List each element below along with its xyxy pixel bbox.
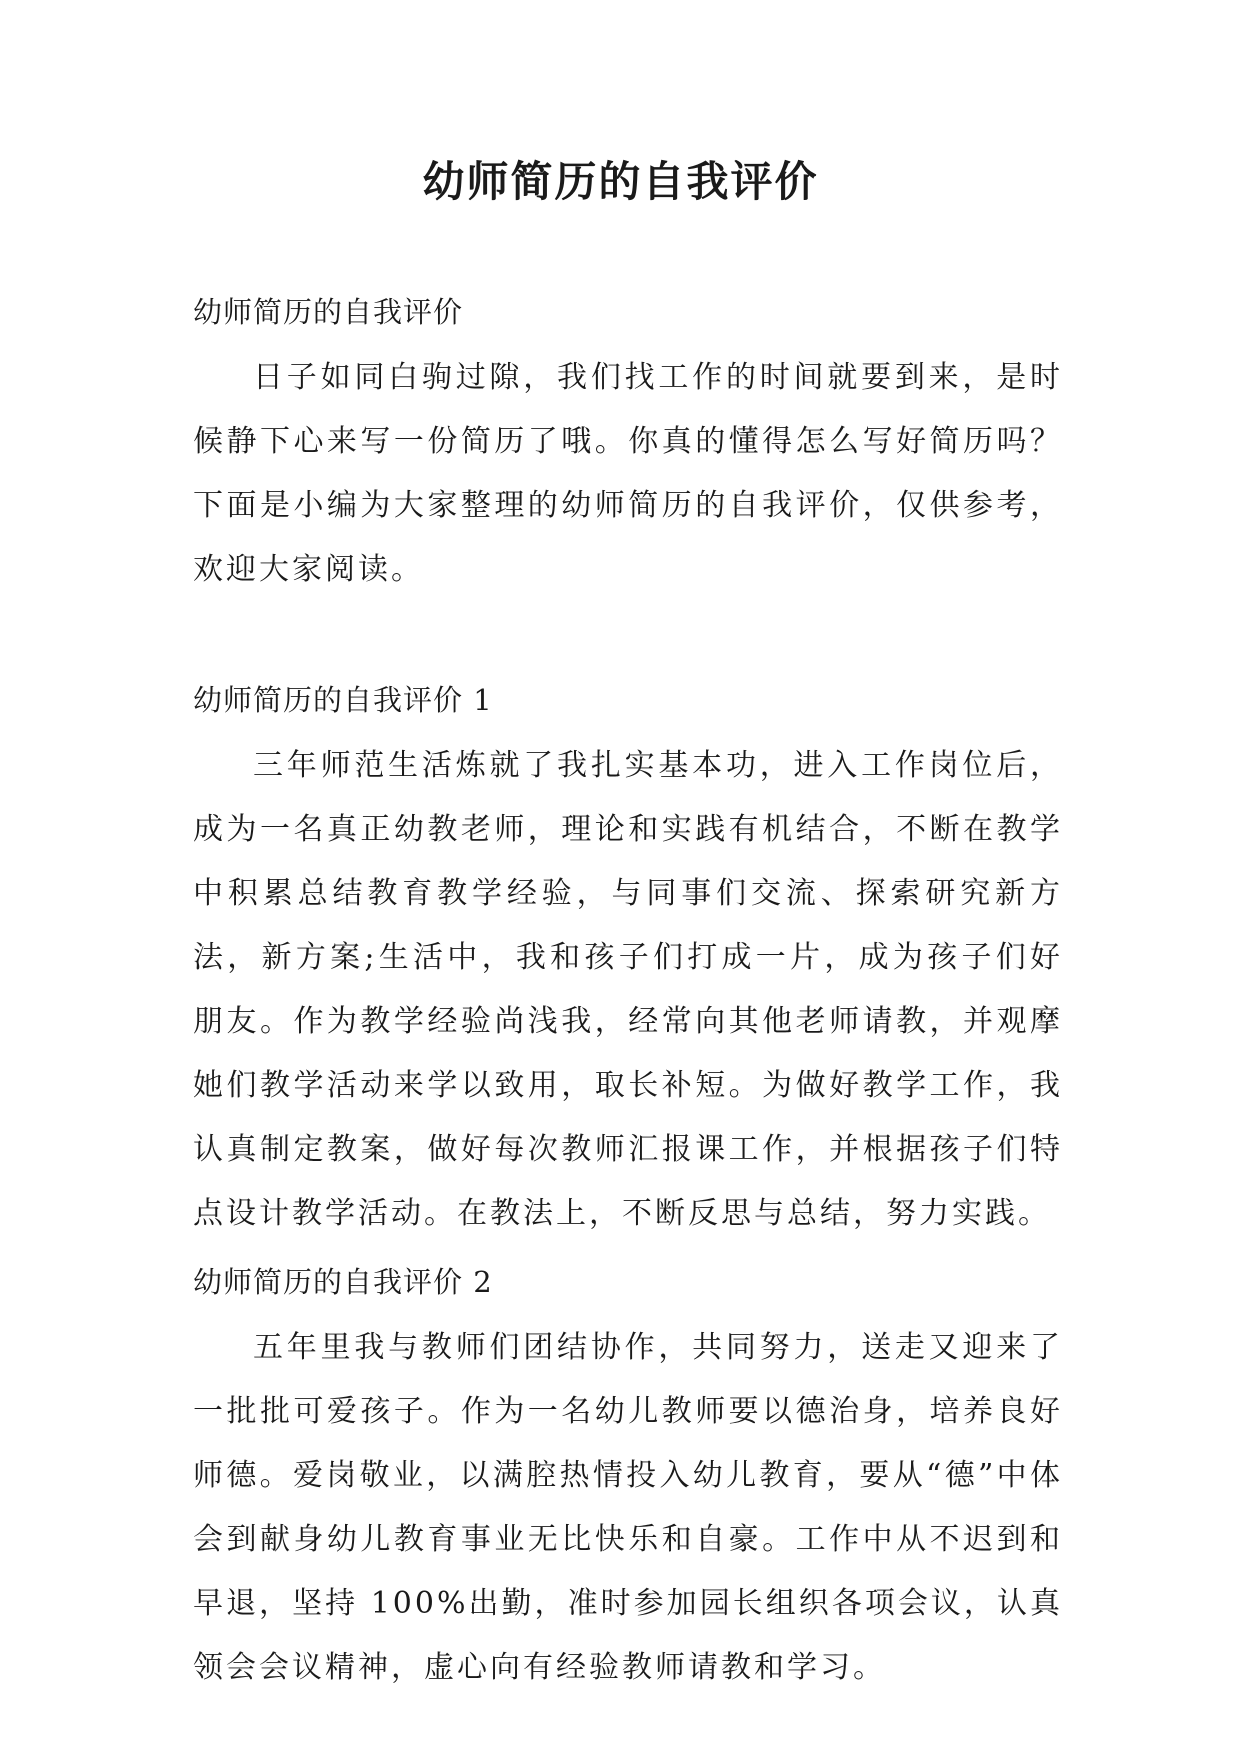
spacer (193, 1308, 1063, 1316)
intro-heading: 幼师简历的自我评价 (193, 295, 464, 329)
document-title: 幼师简历的自我评价 (422, 157, 819, 206)
spacer (193, 1246, 1063, 1256)
section-1-paragraph: 三年师范生活炼就了我扎实基本功，进入工作岗位后，成为一名真正幼教老师，理论和实践有机结合，不断在教学中积累总结教育教学经验，与同事们交流、探索研究新方法，新方案;生活中，我和孩子们打成一片，成为孩子们好朋友。作为教学经验尚浅我，经常向其他老师请教，并观摩她们教学活动来学以致用，取长补短。为做好教学工作，我认真制定教案，做好每次教师汇报课工作，并根据孩子们特点设计教学活动。在教法上，不断反思与总结，努力实践。 (193, 748, 1063, 1231)
spacer (193, 338, 1063, 346)
spacer (193, 726, 1063, 734)
intro-paragraph: 日子如同白驹过隙，我们找工作的时间就要到来，是时候静下心来写一份简历了哦。你真的懂得怎么写好简历吗？下面是小编为大家整理的幼师简历的自我评价，仅供参考，欢迎大家阅读。 (193, 360, 1063, 587)
section-2-heading: 幼师简历的自我评价 2 (193, 1265, 493, 1299)
document-body (193, 286, 1063, 1700)
spacer (193, 602, 1063, 674)
section-1-heading: 幼师简历的自我评价 1 (193, 683, 493, 717)
section-2-paragraph: 五年里我与教师们团结协作，共同努力，送走又迎来了一批批可爱孩子。作为一名幼儿教师要以德治身，培养良好师德。爱岗敬业，以满腔热情投入幼儿教育，要从“德”中体会到献身幼儿教育事业无比快乐和自豪。工作中从不迟到和早退，坚持 100%出勤，准时参加园长组织各项会议，认真领会会议精神，虚心向有经验教师请教和学习。 (193, 1330, 1063, 1685)
